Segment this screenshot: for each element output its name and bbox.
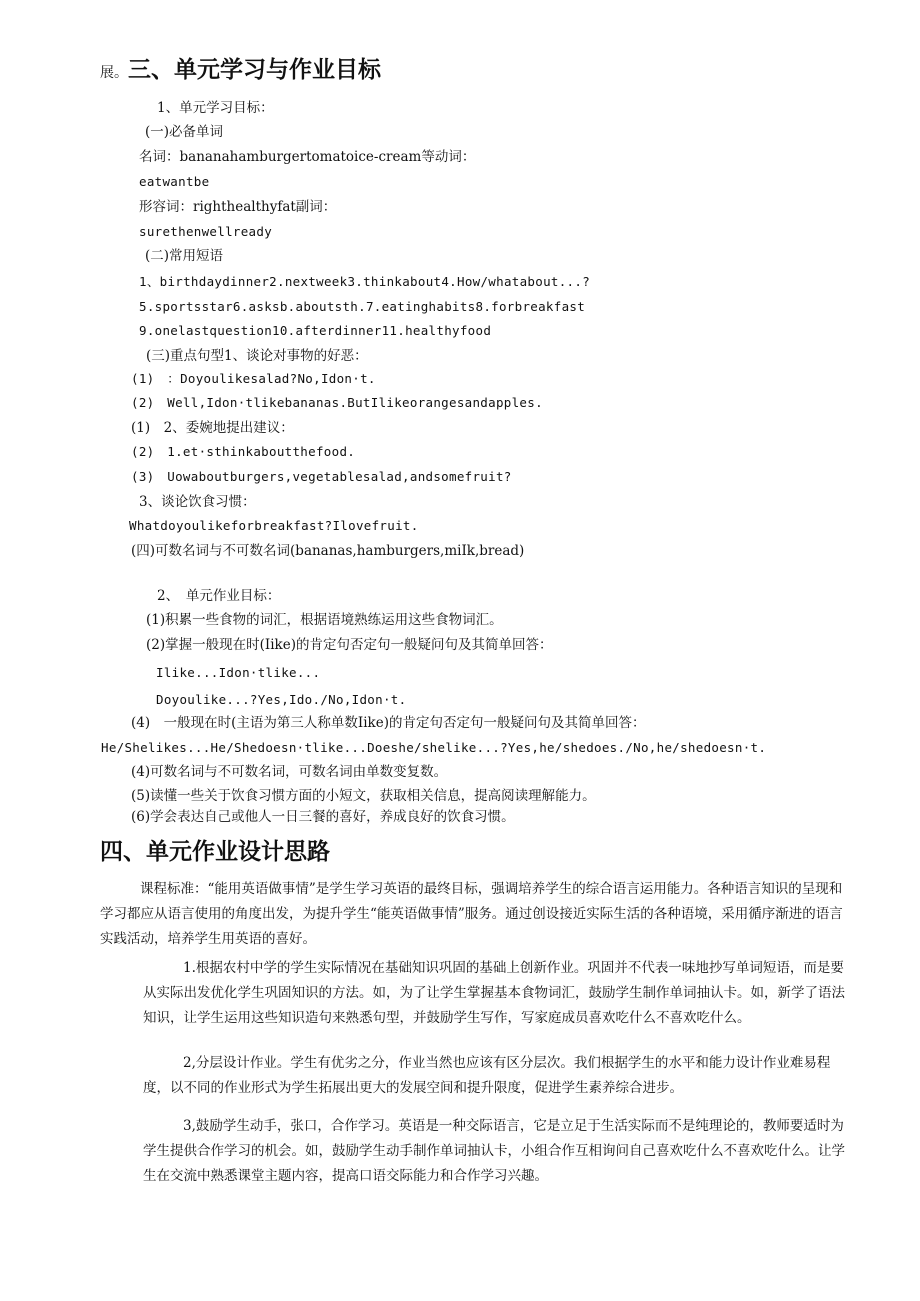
section-4-heading: 四、单元作业设计思路	[100, 839, 330, 865]
heading-text: 三、单元学习与作业目标	[128, 57, 381, 83]
point-1-paragraph: 1.根据农村中学的学生实际情况在基础知识巩固的基础上创新作业。巩固并不代表一味地抄写单词短语，而是要从实际出发优化学生巩固知识的方法。如，为了让学生掌握基本食物词汇，鼓励学生制作单词抽认卡。如，新学了语法知识，让学生运用这些知识造句来熟悉句型，并鼓励学生写作，写家庭成员喜欢吃什么不喜欢吃什么。	[143, 960, 845, 1026]
countable-line: (四)可数名词与不可数名词(bananas,hamburgers,miIk,bread)	[131, 543, 525, 559]
adjectives-line: 形容词：righthealthyfat副词：	[139, 199, 337, 215]
pattern-line-6: 3、谈论饮食习惯：	[139, 494, 256, 510]
hw-goal-2: (2)掌握一般现在时(Iike)的肯定句否定句一般疑问句及其简单回答：	[146, 637, 553, 653]
hw-goal-2b: Doyoulike...?Yes,Ido./No,Idon·t.	[156, 692, 407, 707]
goal-1-title: 1、单元学习目标：	[157, 100, 274, 116]
hw-goal-3a: He/Shelikes...He/Shedoesn·tlike...Doeshe/shelike...?Yes,he/shedoes./No,he/shedoesn·t.	[101, 740, 767, 755]
verbs-line: eatwantbe	[139, 174, 210, 189]
hw-goal-3: (4) 一般现在时(主语为第三人称单数Iike)的肯定句否定句一般疑问句及其简单回答：	[131, 715, 646, 731]
phrases-line-3: 9.onelastquestion10.afterdinner11.healthyfood	[139, 323, 492, 338]
hw-goal-5: (5)读懂一些关于饮食习惯方面的小短文，获取相关信息，提高阅读理解能力。	[131, 788, 596, 804]
pattern-line-4: (2) 1.et·sthinkaboutthefood.	[131, 444, 356, 459]
hw-goal-2a: Ilike...Idon·tlike...	[156, 665, 321, 680]
nouns-line: 名词：bananahamburgertomatoice-cream等动词：	[139, 149, 476, 165]
intro-paragraph: 课程标准：“能用英语做事情”是学生学习英语的最终目标，强调培养学生的综合语言运用能力。各种语言知识的呈现和学习都应从语言使用的角度出发，为提升学生“能英语做事情”服务。通过创设接近实际生活的各种语境，采用循序渐进的语言实践活动，培养学生用英语的喜好。	[100, 881, 843, 947]
adverbs-line: surethenwellready	[139, 224, 273, 239]
section-3-heading	[100, 56, 381, 87]
phrases-title: (二)常用短语	[145, 248, 224, 264]
phrases-line-1: 1、birthdaydinner2.nextweek3.thinkabout4.How/whatabout...?	[139, 274, 591, 289]
hw-goal-1: (1)积累一些食物的词汇，根据语境熟练运用这些食物词汇。	[146, 612, 503, 628]
point-2-paragraph: 2,分层设计作业。学生有优劣之分，作业当然也应该有区分层次。我们根据学生的水平和能力设计作业难易程度，以不同的作业形式为学生拓展出更大的发展空间和提升限度，促进学生素养综合进步。	[143, 1055, 831, 1096]
vocab-title: (一)必备单词	[145, 124, 224, 140]
heading-prefix: 展。	[100, 65, 128, 81]
phrases-line-2: 5.sportsstar6.asksb.aboutsth.7.eatinghabits8.forbreakfast	[139, 299, 586, 314]
hw-goal-6: (6)学会表达自己或他人一日三餐的喜好，养成良好的饮食习惯。	[131, 809, 515, 825]
pattern-line-2: (2) Well,Idon·tlikebananas.ButIlikeorangesandapples.	[131, 395, 543, 410]
patterns-title: (三)重点句型1、谈论对事物的好恶：	[146, 348, 368, 364]
pattern-line-7: Whatdoyoulikeforbreakfast?Ilovefruit.	[129, 518, 419, 533]
point-3-paragraph: 3,鼓励学生动手，张口，合作学习。英语是一种交际语言，它是立足于生活实际而不是纯理论的，教师要适时为学生提供合作学习的机会。如，鼓励学生动手制作单词抽认卡，小组合作互相询问自己喜欢吃什么不喜欢吃什么。让学生在交流中熟悉课堂主题内容，提高口语交际能力和合作学习兴趣。	[143, 1118, 845, 1184]
hw-goal-4: (4)可数名词与不可数名词，可数名词由单数变复数。	[131, 764, 448, 780]
pattern-line-3: (1) 2、委婉地提出建议：	[131, 420, 294, 436]
goal-2-title: 2、 单元作业目标：	[157, 588, 281, 604]
pattern-line-5: (3) Uowaboutburgers,vegetablesalad,andsomefruit?	[131, 469, 512, 484]
pattern-line-1: (1) ：Doyoulikesalad?No,Idon·t.	[131, 371, 376, 386]
